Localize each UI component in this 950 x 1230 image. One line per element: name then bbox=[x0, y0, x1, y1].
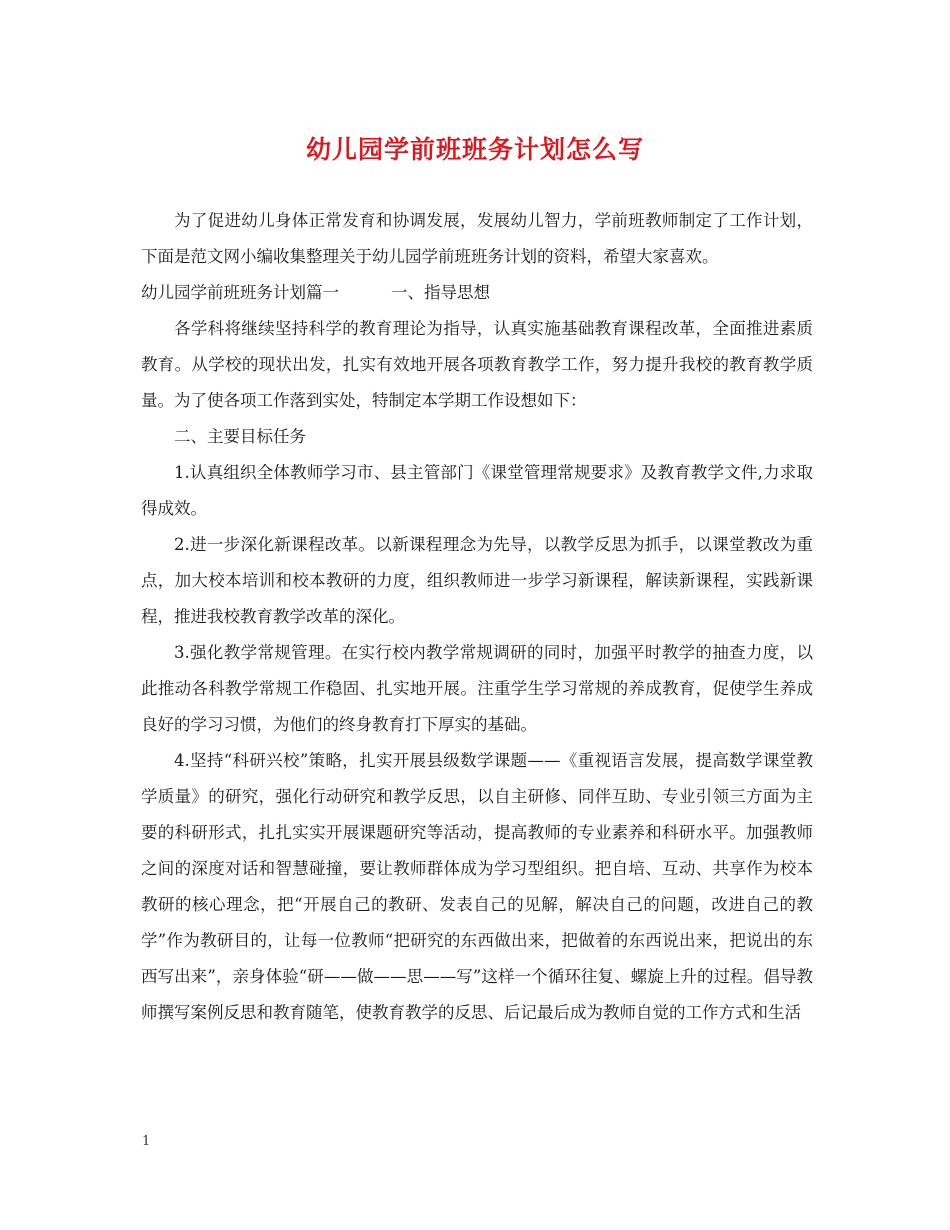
section1-paragraph: 各学科将继续坚持科学的教育理论为指导，认真实施基础教育课程改革，全面推进素质教育。从学校的现状出发，扎实有效地开展各项教育教学工作，努力提升我校的教育教学质量。为了使各项工作落到实处，特制定本学期工作设想如下： bbox=[141, 319, 813, 410]
document-title: 幼儿园学前班班务计划怎么写 bbox=[305, 135, 644, 164]
list-item: 3.强化教学常规管理。在实行校内教学常规调研的同时，加强平时教学的抽查力度，以此推动各科教学常规工作稳固、扎实地开展。注重学生学习常规的养成教育，促使学生养成良好的学习习惯，为他们的终身教育打下厚实的基础。 bbox=[141, 643, 813, 734]
section1-heading: 一、指导思想 bbox=[391, 283, 490, 302]
list-item: 1.认真组织全体教师学习市、县主管部门《课堂管理常规要求》及教育教学文件,力求取得成效。 bbox=[141, 463, 813, 518]
list-item: 4.坚持“科研兴校”策略，扎实开展县级数学课题——《重视语言发展，提高数学课堂教学质量》的研究，强化行动研究和教学反思，以自主研修、同伴互助、专业引领三方面为主要的科研形式，扎扎实实开展课题研究等活动，提高教师的专业素养和科研水平。加强教师之间的深度对话和智慧碰撞，要让教师群体成为学习型组织。把自培、互动、共享作为校本教研的核心理念，把“开展自己的教研、发表自己的见解，解决自己的问题，改进自己的教学”作为教研目的，让每一位教师“把研究的东西做出来，把做着的东西说出来，把说出的东西写出来”，亲身体验“研——做——思——写”这样一个循环往复、螺旋上升的过程。倡导教师撰写案例反思和教育随笔，使教育教学的反思、后记最后成为教师自觉的工作方式和生活 bbox=[141, 751, 813, 1022]
list-item: 2.进一步深化新课程改革。以新课程理念为先导，以教学反思为抓手，以课堂教改为重点，加大校本培训和校本教研的力度，组织教师进一步学习新课程，解读新课程，实践新课程，推进我校教育教学改革的深化。 bbox=[141, 535, 813, 626]
plan-heading: 幼儿园学前班班务计划篇一 bbox=[141, 283, 339, 302]
intro-paragraph: 为了促进幼儿身体正常发育和协调发展，发展幼儿智力，学前班教师制定了工作计划，下面是范文网小编收集整理关于幼儿园学前班班务计划的资料，希望大家喜欢。 bbox=[141, 211, 813, 266]
plan-heading-line bbox=[141, 275, 813, 311]
section2-heading: 二、主要目标任务 bbox=[174, 427, 306, 446]
page-number: 1 bbox=[142, 1134, 151, 1149]
document-body bbox=[141, 203, 813, 1031]
